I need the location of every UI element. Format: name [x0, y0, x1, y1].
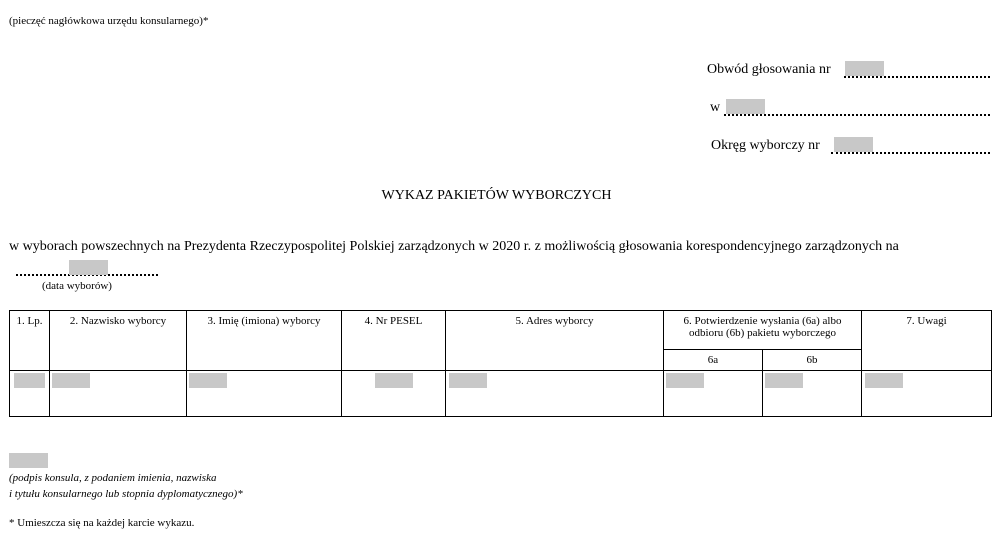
lp-field[interactable]: [14, 373, 45, 388]
col-header-nazwisko: 2. Nazwisko wyborcy: [50, 311, 187, 371]
ballot-packages-table: [9, 310, 992, 417]
place-dotted-line: [724, 114, 990, 116]
page-title: WYKAZ PAKIETÓW WYBORCZYCH: [381, 188, 612, 203]
place-field[interactable]: [726, 99, 765, 114]
okreg-label: Okręg wyborczy nr: [711, 138, 820, 153]
okreg-dotted-line: [831, 152, 990, 154]
signature-field[interactable]: [9, 453, 48, 468]
adres-field[interactable]: [449, 373, 487, 388]
col-header-lp: 1. Lp.: [10, 311, 50, 371]
cell-imie[interactable]: [187, 371, 342, 417]
6a-field[interactable]: [666, 373, 704, 388]
col-header-pesel: 4. Nr PESEL: [342, 311, 446, 371]
imie-field[interactable]: [189, 373, 227, 388]
election-date-field[interactable]: [69, 260, 108, 275]
cell-uwagi[interactable]: [862, 371, 992, 417]
cell-6b[interactable]: [763, 371, 862, 417]
table-row: [10, 371, 992, 417]
signature-caption-line1: (podpis konsula, z podaniem imienia, nazwiska: [9, 472, 217, 484]
cell-6a[interactable]: [664, 371, 763, 417]
footnote: * Umieszcza się na każdej karcie wykazu.: [9, 517, 195, 529]
col-header-6a: 6a: [664, 350, 763, 371]
6b-field[interactable]: [765, 373, 803, 388]
cell-adres[interactable]: [446, 371, 664, 417]
potwierdzenie-line1: 6. Potwierdzenie wysłania (6a) albo: [683, 315, 842, 327]
uwagi-field[interactable]: [865, 373, 903, 388]
obwod-number-field[interactable]: [845, 61, 884, 76]
potwierdzenie-line2: odbioru (6b) pakietu wyborczego: [689, 327, 836, 339]
date-caption: (data wyborów): [42, 280, 112, 292]
nazwisko-field[interactable]: [52, 373, 90, 388]
col-header-6b: 6b: [763, 350, 862, 371]
pesel-field[interactable]: [375, 373, 413, 388]
col-header-adres: 5. Adres wyborcy: [446, 311, 664, 371]
cell-nazwisko[interactable]: [50, 371, 187, 417]
okreg-number-field[interactable]: [834, 137, 873, 152]
col-header-uwagi: 7. Uwagi: [862, 311, 992, 371]
w-label: w: [710, 100, 721, 115]
cell-pesel[interactable]: [342, 371, 446, 417]
table-header-row: [10, 311, 992, 350]
signature-caption-line2: i tytułu konsularnego lub stopnia dyplomatycznego)*: [9, 488, 243, 500]
intro-text: w wyborach powszechnych na Prezydenta Rzeczypospolitej Polskiej zarządzonych w 2020 r. z możliwością głosowania korespondencyjnego zarządzonych na: [9, 239, 899, 254]
col-header-imie: 3. Imię (imiona) wyborcy: [187, 311, 342, 371]
obwod-dotted-line: [844, 76, 990, 78]
obwod-label: Obwód głosowania nr: [707, 62, 831, 77]
cell-lp[interactable]: [10, 371, 50, 417]
stamp-note: (pieczęć nagłówkowa urzędu konsularnego)*: [9, 15, 209, 27]
col-header-potwierdzenie: [664, 311, 862, 350]
